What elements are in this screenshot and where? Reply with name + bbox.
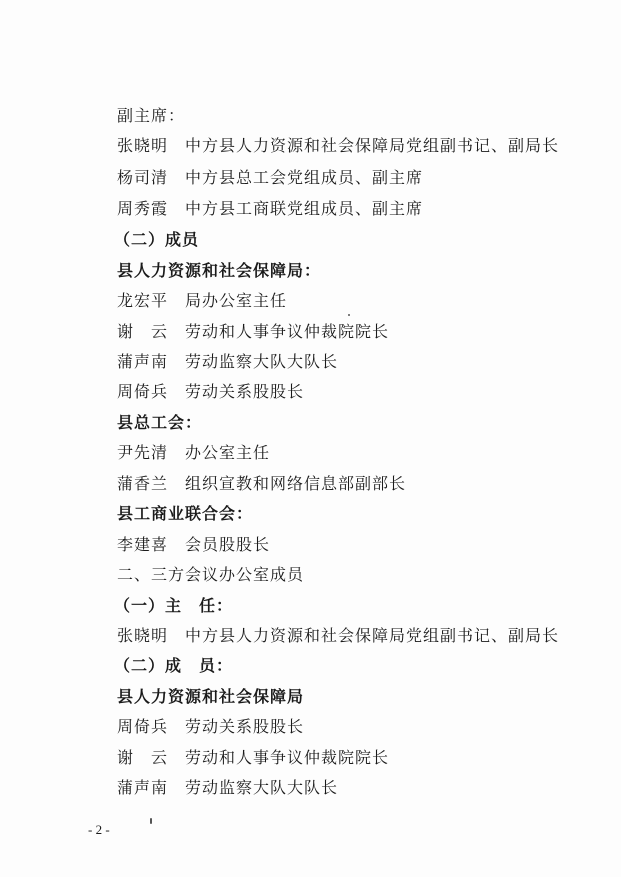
member-name: 张晓明: [117, 626, 169, 645]
member-row: [117, 382, 304, 402]
line-text: （一）主 任：: [114, 596, 234, 615]
member-name: 蒲声南: [117, 352, 169, 371]
member-name: 周倚兵: [117, 382, 169, 401]
member-row: [117, 168, 423, 188]
section-heading-director: [114, 596, 233, 616]
scan-speck: [150, 818, 152, 824]
heading-vice-chair: [117, 106, 185, 126]
member-row: [117, 717, 304, 737]
member-title: 劳动和人事争议仲裁院院长: [185, 322, 390, 341]
line-text: 县总工会：: [117, 413, 203, 432]
org-heading-fic: [117, 504, 253, 524]
member-name: 谢 云: [117, 322, 169, 341]
member-row: [117, 443, 270, 463]
member-row: [117, 352, 338, 372]
line-text: 县人力资源和社会保障局: [117, 687, 305, 706]
line-text: （二）成 员：: [114, 656, 234, 675]
line-text: 二、三方会议办公室成员: [117, 565, 305, 584]
line-text: （二）成员: [114, 230, 200, 249]
org-heading-union: [117, 413, 202, 433]
member-title: 劳动关系股股长: [185, 717, 305, 736]
member-title: 局办公室主任: [185, 291, 288, 310]
member-row: [117, 535, 270, 555]
member-row: [117, 322, 389, 342]
member-title: 中方县总工会党组成员、副主席: [185, 168, 424, 187]
member-title: 办公室主任: [185, 443, 271, 462]
member-title: 会员股股长: [185, 535, 271, 554]
section-heading-office-members: [114, 656, 233, 676]
member-name: 周倚兵: [117, 717, 169, 736]
member-row: [117, 199, 423, 219]
section-heading-office: [117, 565, 304, 585]
member-title: 组织宣教和网络信息部副部长: [185, 474, 407, 493]
member-name: 蒲声南: [117, 778, 169, 797]
member-title: 中方县人力资源和社会保障局党组副书记、副局长: [185, 136, 560, 155]
member-row: [117, 474, 406, 494]
member-name: 尹先清: [117, 443, 169, 462]
member-name: 张晓明: [117, 136, 169, 155]
member-name: 李建喜: [117, 535, 169, 554]
section-heading-members: [114, 230, 199, 250]
member-name: 蒲香兰: [117, 474, 169, 493]
page-number: - 2 -: [88, 822, 110, 837]
member-row: [117, 626, 559, 646]
scan-speck: [348, 314, 350, 316]
member-name: 谢 云: [117, 748, 169, 767]
line-text: 县工商业联合会：: [117, 504, 254, 523]
member-title: 劳动和人事争议仲裁院院长: [185, 748, 390, 767]
member-name: 龙宏平: [117, 291, 169, 310]
member-row: [117, 136, 559, 156]
member-title: 劳动关系股股长: [185, 382, 305, 401]
member-name: 周秀霞: [117, 199, 169, 218]
line-text: 副主席：: [117, 106, 186, 125]
member-title: 劳动监察大队大队长: [185, 778, 339, 797]
org-heading-hrss: [117, 261, 321, 281]
member-row: [117, 778, 338, 798]
line-text: 县人力资源和社会保障局：: [117, 261, 322, 280]
org-heading-hrss-2: [117, 687, 304, 707]
member-title: 中方县人力资源和社会保障局党组副书记、副局长: [185, 626, 560, 645]
member-row: [117, 291, 287, 311]
member-title: 劳动监察大队大队长: [185, 352, 339, 371]
member-name: 杨司清: [117, 168, 169, 187]
member-title: 中方县工商联党组成员、副主席: [185, 199, 424, 218]
member-row: [117, 748, 389, 768]
